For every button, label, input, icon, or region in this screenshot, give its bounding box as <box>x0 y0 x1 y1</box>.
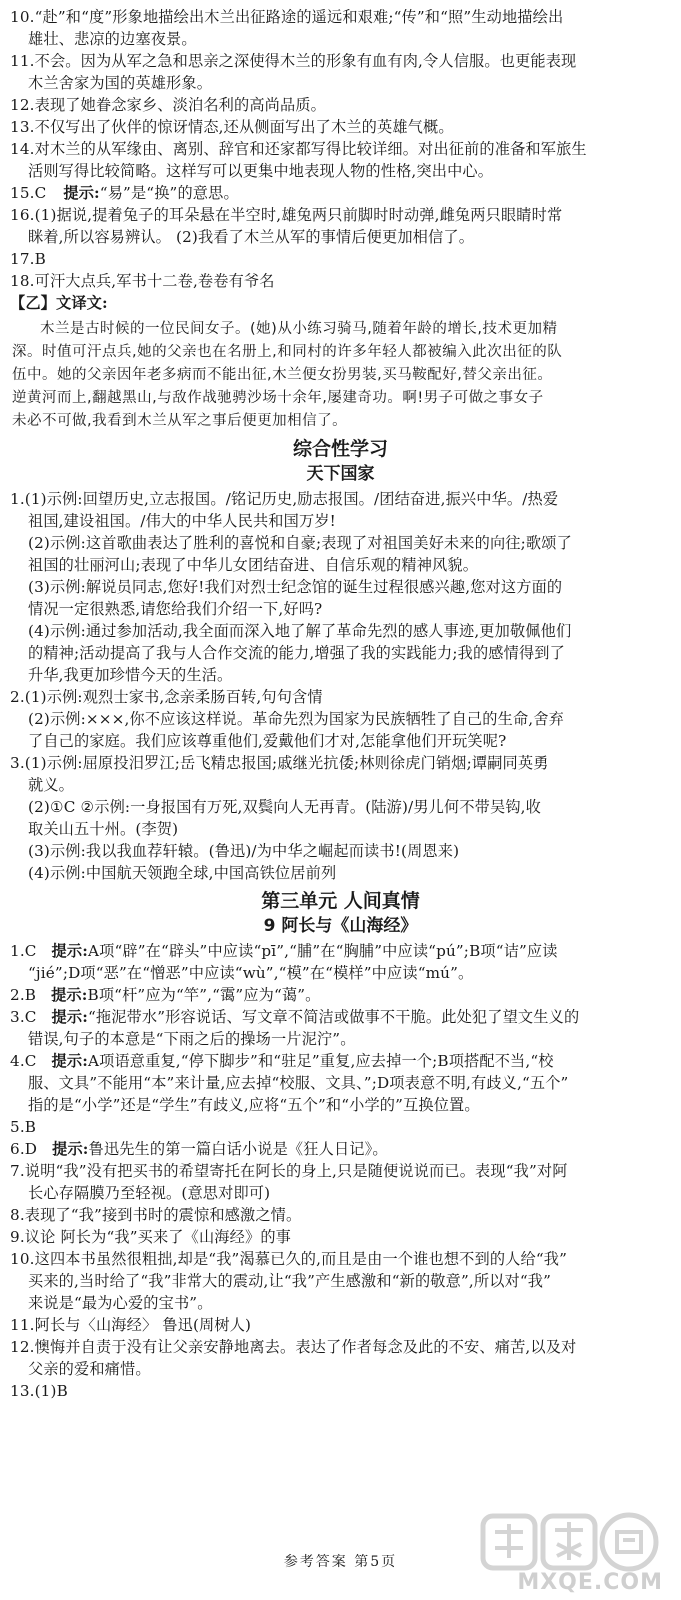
answer-3-1-cont: 就义。 <box>28 776 75 794</box>
answer-3-1: 3.(1)示例:屈原投汨罗江;岳飞精忠报国;戚继光抗倭;林则徐虎门销烟;谭嗣同英勇 <box>10 754 549 772</box>
answer-12: 12.懊悔并自责于没有让父亲安静地离去。表达了作者每念及此的不安、痛苦,以及对 <box>10 1338 577 1356</box>
answer-2-choice: 2.B <box>10 986 37 1004</box>
answer-10-cont: 买来的,当时给了“我”非常大的震动,让“我”产生感激和“新的敬意”,所以对“我” <box>28 1272 552 1290</box>
answer-1-3-cont: 情况一定很熟悉,请您给我们介绍一下,好吗? <box>28 600 323 618</box>
answer-18: 18.可汗大点兵,军书十二卷,卷卷有爷名 <box>10 272 275 290</box>
answer-10-cont: 来说是“最为心爱的宝书”。 <box>28 1294 213 1312</box>
answer-3-choice: 3.C <box>10 1008 37 1026</box>
answer-6-hint: 鲁迅先生的第一篇白话小说是《狂人日记》。 <box>88 1140 388 1158</box>
answer-4-cont: 服、文具”不能用“本”来计量,应去掉“校服、文具、”;D项表意不明,有歧义,“五个” <box>28 1074 569 1092</box>
answer-1-4-cont: 升华,我更加珍惜今天的生活。 <box>28 666 233 684</box>
answer-4-choice: 4.C <box>10 1052 37 1070</box>
answer-11-cont: 木兰舍家为国的英雄形象。 <box>28 74 213 92</box>
answer-10-cont: 雄壮、悲凉的边塞夜景。 <box>28 30 197 48</box>
translation-line: 伍中。她的父亲因年老多病而不能出征,木兰便女扮男装,买马鞍配好,替父亲出征。 <box>12 367 553 383</box>
answer-1-4: (4)示例:通过参加活动,我全面而深入地了解了革命先烈的感人事迹,更加敬佩他们 <box>28 622 572 640</box>
answer-17: 17.B <box>10 250 46 268</box>
translation-heading: 【乙】文译文: <box>10 294 108 312</box>
answer-10: 10.“赴”和“度”形象地描绘出木兰出征路途的遥远和艰难;“传”和“照”生动地描绘出 <box>10 8 564 26</box>
answer-5: 5.B <box>10 1118 37 1136</box>
answer-15-hint: “易”是“换”的意思。 <box>99 184 239 202</box>
answer-2-1: 2.(1)示例:观烈士家书,念亲柔肠百转,句句含情 <box>10 688 323 706</box>
translation-line: 未必不可做,我看到木兰从军之事后便更加相信了。 <box>12 413 348 429</box>
answer-14: 14.对木兰的从军缘由、离别、辞官和还家都写得比较详细。对出征前的准备和军旅生 <box>10 140 587 158</box>
translation-line: 深。时值可汗点兵,她的父亲也在名册上,和同村的许多年轻人都被编入此次出征的队 <box>12 344 563 360</box>
hint-label: 提示: <box>51 942 88 960</box>
answer-13: 13.(1)B <box>10 1382 68 1400</box>
answer-3-3: (3)示例:我以我血荐轩辕。(鲁迅)/为中华之崛起而读书!(周恩来) <box>28 842 460 860</box>
answer-1 <box>10 940 558 962</box>
answer-7: 7.说明“我”没有把买书的希望寄托在阿长的身上,只是随便说说而已。表现“我”对阿 <box>10 1162 568 1180</box>
answer-3-cont: 错误,句子的本意是“下雨之后的操场一片泥泞”。 <box>28 1030 356 1048</box>
page-footer: 参考答案 第5页 <box>283 1554 398 1570</box>
translation-line: 逆黄河而上,翻越黑山,与敌作战驰骋沙场十余年,屡建奇功。啊!男子可做之事女子 <box>12 390 544 406</box>
hint-label: 提示: <box>51 986 88 1004</box>
hint-label: 提示: <box>63 184 100 202</box>
answer-1-cont: “jié”;D项“恶”在“憎恶”中应读“wù”,“模”在“模样”中应读“mú”。 <box>28 964 474 982</box>
watermark-site: MXQE.COM <box>517 1570 663 1595</box>
hint-label: 提示: <box>51 1052 88 1070</box>
answer-7-cont: 长心存隔膜乃至轻视。(意思对即可) <box>28 1184 271 1202</box>
answer-16-cont: 眯着,所以容易辨认。 (2)我看了木兰从军的事情后便更加相信了。 <box>28 228 475 246</box>
answer-1-hint: A项“辟”在“辟头”中应读“pī”,“脯”在“胸脯”中应读“pú”;B项“诘”应读 <box>87 942 558 960</box>
answer-1-choice: 1.C <box>10 942 37 960</box>
answer-3-2-cont: 取关山五十州。(李贺) <box>28 820 179 838</box>
section-title-comprehensive-study: 综合性学习 <box>292 438 388 460</box>
answer-1-1: 1.(1)示例:回望历史,立志报国。/铭记历史,励志报国。/团结奋进,振兴中华。/热爱 <box>10 490 559 508</box>
answer-3-hint: “拖泥带水”形容说话、写文章不简洁或做事不干脆。此处犯了望文生义的 <box>87 1008 580 1026</box>
lesson-title: 9 阿长与《山海经》 <box>263 916 418 936</box>
answer-6 <box>10 1138 388 1160</box>
answer-6-choice: 6.D <box>10 1140 38 1158</box>
answer-4-cont: 指的是“小学”还是“学生”有歧义,应将“五个”和“小学的”互换位置。 <box>28 1096 480 1114</box>
answer-3 <box>10 1006 579 1028</box>
unit-title: 第三单元 人间真情 <box>261 890 420 912</box>
section-subtitle-tianxia-guojia: 天下国家 <box>306 464 375 484</box>
answer-1-2: (2)示例:这首歌曲表达了胜利的喜悦和自豪;表现了对祖国美好未来的向往;歌颂了 <box>28 534 572 552</box>
answer-3-4: (4)示例:中国航天领跑全球,中国高铁位居前列 <box>28 864 337 882</box>
answer-15 <box>10 182 239 204</box>
hint-label: 提示: <box>51 1008 88 1026</box>
answer-13: 13.不仅写出了伙伴的惊讶情态,还从侧面写出了木兰的英雄气概。 <box>10 118 454 136</box>
answer-15-choice: 15.C <box>10 184 47 202</box>
answer-8: 8.表现了“我”接到书时的震惊和感激之情。 <box>10 1206 302 1224</box>
answer-9: 9.议论 阿长为“我”买来了《山海经》的事 <box>10 1228 291 1246</box>
answer-12: 12.表现了她眷念家乡、淡泊名利的高尚品质。 <box>10 96 327 114</box>
answer-4 <box>10 1050 554 1072</box>
answer-10: 10.这四本书虽然很粗拙,却是“我”渴慕已久的,而且是由一个谁也想不到的人给“我” <box>10 1250 568 1268</box>
answer-2-2-cont: 了自己的家庭。我们应该尊重他们,爱戴他们才对,怎能拿他们开玩笑呢? <box>28 732 507 750</box>
answer-16: 16.(1)据说,提着兔子的耳朵悬在半空时,雄兔两只前脚时时动弹,雌兔两只眼睛时常 <box>10 206 563 224</box>
answer-11: 11.不会。因为从军之急和思亲之深使得木兰的形象有血有肉,令人信服。也更能表现 <box>10 52 577 70</box>
answer-12-cont: 父亲的爱和痛惜。 <box>28 1360 151 1378</box>
answer-2 <box>10 984 321 1006</box>
answer-1-3: (3)示例:解说员同志,您好!我们对烈士纪念馆的诞生过程很感兴趣,您对这方面的 <box>28 578 563 596</box>
answer-4-hint: A项语意重复,“停下脚步”和“驻足”重复,应去掉一个;B项搭配不当,“校 <box>87 1052 554 1070</box>
answer-2-2: (2)示例:×××,你不应该这样说。革命先烈为国家为民族牺牲了自己的生命,舍弃 <box>28 710 564 728</box>
answer-11: 11.阿长与〈山海经〉 鲁迅(周树人) <box>10 1316 252 1334</box>
answer-2-hint: B项“杆”应为“竿”,“霭”应为“蔼”。 <box>87 986 321 1004</box>
answer-1-4-cont: 的精神;活动提高了我与人合作交流的能力,增强了我的实践能力;我的感情得到了 <box>28 644 565 662</box>
answer-3-2: (2)①C ②示例:一身报国有万死,双鬓向人无再青。(陆游)/男儿何不带吴钩,收 <box>28 798 541 816</box>
answer-14-cont: 活则写得比较简略。这样写可以更集中地表现人物的性格,突出中心。 <box>28 162 494 180</box>
answer-1-1-cont: 祖国,建设祖国。/伟大的中华人民共和国万岁! <box>28 512 336 530</box>
translation-line: 木兰是古时候的一位民间女子。(她)从小练习骑马,随着年龄的增长,技术更加精 <box>40 321 558 337</box>
answer-1-2-cont: 祖国的壮丽河山;表现了中华儿女团结奋进、自信乐观的精神风貌。 <box>28 556 479 574</box>
hint-label: 提示: <box>52 1140 89 1158</box>
